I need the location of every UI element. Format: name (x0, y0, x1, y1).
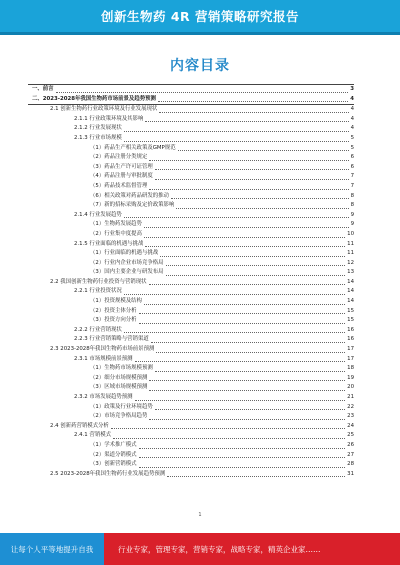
toc-entry-page: 6 (350, 154, 354, 161)
toc-leader-dots (113, 437, 345, 439)
toc-leader-dots (135, 360, 346, 362)
toc-entry[interactable] (28, 403, 354, 413)
toc-entry[interactable] (28, 172, 354, 182)
toc-leader-dots (178, 149, 349, 151)
toc-entry-label: 2.1.1 行业政策环境及其影响 (74, 115, 144, 122)
report-header (0, 0, 400, 35)
toc-entry-page: 28 (347, 461, 354, 468)
toc-entry-page: 14 (347, 288, 354, 295)
toc-leader-dots (155, 408, 345, 410)
toc-entry[interactable] (28, 84, 354, 95)
toc-leader-dots (160, 255, 345, 257)
toc-entry[interactable] (28, 335, 354, 345)
toc-entry-page: 6 (350, 163, 354, 170)
toc-entry-page: 27 (347, 451, 354, 458)
toc-leader-dots (124, 293, 345, 295)
toc-entry-page: 16 (347, 336, 354, 343)
toc-entry-page: 17 (347, 346, 354, 353)
toc-entry-page: 12 (347, 259, 354, 266)
toc-leader-dots (155, 370, 345, 372)
toc-entry-label: 2.1.3 行业市场规模 (74, 134, 122, 141)
toc-leader-dots (144, 236, 345, 238)
toc-entry-page: 4 (350, 115, 354, 122)
toc-leader-dots (159, 111, 348, 113)
toc-entry-page: 21 (347, 394, 354, 400)
toc-entry-label: （1）政策及行业环境趋势 (90, 403, 153, 410)
toc-entry-page: 16 (347, 326, 354, 333)
toc-entry-label: 2.1 创新生物药行业政策环境及行业发展现状 (50, 106, 158, 113)
toc-entry-page: 15 (347, 317, 354, 324)
toc-leader-dots (111, 427, 345, 429)
toc-leader-dots (56, 91, 349, 93)
footer-tagline: 行业专家，管理专家，营销专家，战略专家，精英企业家…… (104, 533, 400, 565)
toc-entry-page: 4 (350, 95, 354, 102)
toc-entry-label: （3）药品生产许可证管理 (90, 163, 153, 170)
toc-leader-dots (124, 331, 345, 333)
toc-entry[interactable] (28, 345, 354, 355)
toc-entry[interactable] (28, 278, 354, 288)
toc-leader-dots (145, 245, 345, 247)
toc-heading: 内容目录 (170, 58, 230, 74)
toc-leader-dots (139, 447, 346, 449)
toc-entry-label: （2）细分市场规模预测 (90, 374, 148, 381)
page-number: 1 (198, 512, 202, 518)
toc-leader-dots (149, 389, 345, 391)
toc-entry[interactable] (28, 95, 354, 106)
toc-leader-dots (156, 351, 345, 353)
toc-entry-page: 7 (350, 173, 354, 180)
toc-leader-dots (144, 226, 349, 228)
toc-entry[interactable] (28, 230, 354, 240)
toc-leader-dots (124, 216, 349, 218)
toc-entry-page: 11 (347, 250, 354, 257)
toc-entry-page: 24 (347, 422, 354, 429)
toc-entry[interactable] (28, 240, 354, 250)
toc-entry[interactable] (28, 307, 354, 317)
toc-leader-dots (158, 100, 348, 102)
toc-leader-dots (124, 130, 349, 132)
toc-entry-label: （3）投资方向分析 (90, 317, 137, 324)
toc-entry[interactable] (28, 144, 354, 154)
toc-entry-label: （3）创新营销模式 (90, 461, 137, 468)
toc-entry-page: 22 (347, 403, 354, 410)
toc-entry-page: 4 (350, 106, 354, 113)
toc-entry[interactable] (28, 441, 354, 451)
toc-entry-label: （6）相关政策对药品研发的推动 (90, 192, 169, 199)
toc-entry-label: 2.1.4 行业发展趋势 (74, 211, 122, 218)
toc-entry-label: （2）行业集中度提高 (90, 230, 142, 237)
toc-entry-page: 17 (347, 355, 354, 362)
toc-entry-label: （1）生物药发展趋势 (90, 221, 142, 228)
toc-entry[interactable] (28, 297, 354, 307)
toc-entry-page: 19 (347, 374, 354, 381)
toc-entry[interactable] (28, 470, 354, 480)
toc-entry[interactable] (28, 412, 354, 422)
toc-leader-dots (149, 188, 348, 190)
toc-entry[interactable] (28, 211, 354, 221)
toc-entry-label: （1）药品生产相关政策及GMP规范 (90, 144, 176, 151)
toc-entry-page: 8 (350, 192, 354, 199)
toc-entry[interactable] (28, 326, 354, 336)
toc-entry-label: 2.3 2023-2028年我国生物药市场前景预测 (50, 346, 155, 353)
toc-entry[interactable] (28, 383, 354, 393)
toc-entry-label: 2.2 我国创新生物药行业投资与营销现状 (50, 278, 147, 285)
toc-entry-page: 10 (347, 230, 354, 237)
toc-leader-dots (139, 322, 346, 324)
toc-leader-dots (149, 379, 345, 381)
toc-leader-dots (155, 168, 349, 170)
toc-entry[interactable] (28, 364, 354, 374)
toc-leader-dots (176, 207, 348, 209)
toc-entry-label: 2.2.2 行业营销现状 (74, 326, 122, 333)
toc-entry-page: 8 (350, 202, 354, 209)
toc-entry-page: 9 (350, 221, 354, 228)
toc-entry[interactable] (28, 268, 354, 278)
toc-entry[interactable] (28, 316, 354, 326)
toc-entry[interactable] (28, 287, 354, 297)
toc-leader-dots (139, 312, 346, 314)
toc-entry[interactable] (28, 163, 354, 173)
toc-leader-dots (139, 466, 346, 468)
toc-leader-dots (171, 197, 349, 199)
toc-entry-label: （2）投资主体分析 (90, 307, 137, 314)
table-of-contents (28, 84, 354, 479)
toc-entry-page: 13 (347, 269, 354, 276)
toc-leader-dots (144, 303, 345, 305)
toc-entry-label: （7）新的招标采购及定价政策影响 (90, 202, 175, 209)
toc-entry-page: 5 (350, 134, 354, 141)
toc-leader-dots (124, 140, 349, 142)
toc-entry-label: （2）市场竞争格局趋势 (90, 413, 148, 420)
toc-entry-label: （1）投资规模及结构 (90, 298, 142, 305)
toc-entry-page: 4 (350, 125, 354, 132)
toc-entry-label: （5）药品技术监督管理 (90, 182, 148, 189)
toc-entry-page: 11 (347, 240, 354, 247)
report-title: 创新生物药 4R 营销策略研究报告 (100, 9, 300, 24)
toc-entry-page: 18 (347, 365, 354, 372)
toc-entry-label: 一、前言 (32, 86, 54, 92)
toc-entry[interactable] (28, 374, 354, 384)
toc-entry-page: 23 (347, 413, 354, 420)
toc-leader-dots (149, 159, 348, 161)
toc-entry[interactable] (28, 124, 354, 134)
toc-entry-label: （1）行业面临的机遇与挑战 (90, 250, 159, 257)
toc-entry[interactable] (28, 192, 354, 202)
toc-entry-page: 14 (347, 298, 354, 305)
toc-entry-label: 2.3.2 市场发展趋势预测 (74, 394, 133, 400)
toc-entry-label: 2.5 2023-2028年我国生物药行业发展趋势预测 (50, 470, 166, 477)
toc-entry-page: 26 (347, 441, 354, 448)
toc-entry[interactable] (28, 259, 354, 269)
toc-entry[interactable] (28, 249, 354, 259)
toc-entry-label: （3）国内主要企业与研发布局 (90, 269, 164, 276)
toc-entry-page: 31 (347, 470, 354, 477)
toc-entry-label: 2.4.1 营销模式 (74, 432, 111, 439)
toc-entry-label: 2.2.3 行业营销策略与营销渠道 (74, 336, 149, 343)
toc-entry-label: 二、2023-2028年我国生物药市场前景及趋势预测 (32, 95, 156, 102)
toc-entry-page: 15 (347, 307, 354, 314)
toc-leader-dots (149, 283, 346, 285)
toc-entry[interactable] (28, 422, 354, 432)
toc-leader-dots (151, 341, 345, 343)
toc-entry-page: 7 (350, 182, 354, 189)
toc-leader-dots (145, 120, 348, 122)
toc-entry[interactable] (28, 134, 354, 144)
toc-leader-dots (167, 475, 345, 477)
toc-entry-label: （2）渠道分销模式 (90, 451, 137, 458)
toc-entry-label: （1）生物药市场规模预测 (90, 365, 153, 372)
toc-leader-dots (166, 264, 346, 266)
toc-entry-label: 2.1.5 行业面临的机遇与挑战 (74, 240, 144, 247)
toc-leader-dots (135, 399, 346, 401)
footer-banner (0, 533, 400, 565)
toc-entry-label: 2.3.1 市场规模前景预测 (74, 355, 133, 362)
toc-entry[interactable] (28, 153, 354, 163)
toc-entry[interactable] (28, 355, 354, 365)
toc-entry[interactable] (28, 201, 354, 211)
toc-entry-label: （1）学术推广模式 (90, 441, 137, 448)
toc-entry[interactable] (28, 451, 354, 461)
toc-entry[interactable] (28, 460, 354, 470)
toc-entry[interactable] (28, 220, 354, 230)
toc-entry-label: （2）行业内企业市场竞争格局 (90, 259, 164, 266)
toc-entry-label: 2.1.2 行业发展现状 (74, 125, 122, 132)
toc-leader-dots (149, 418, 345, 420)
toc-entry-page: 9 (350, 211, 354, 218)
toc-entry-page: 14 (347, 278, 354, 285)
toc-entry-page: 5 (350, 144, 354, 151)
toc-entry[interactable] (28, 105, 354, 115)
toc-entry-page: 25 (347, 432, 354, 439)
toc-entry-page: 20 (347, 384, 354, 391)
toc-entry-label: （3）区域市场规模预测 (90, 384, 148, 391)
toc-entry-label: （4）药品注册与审批制度 (90, 173, 153, 180)
toc-entry-label: （2）药品注册分类规定 (90, 154, 148, 161)
footer-slogan: 让每个人平等地提升自我 (0, 533, 104, 565)
toc-leader-dots (155, 178, 349, 180)
toc-entry[interactable] (28, 431, 354, 441)
toc-entry[interactable] (28, 182, 354, 192)
toc-entry-page: 3 (350, 86, 354, 92)
toc-entry[interactable] (28, 115, 354, 125)
toc-entry-label: 2.2.1 行业投资状况 (74, 288, 122, 295)
toc-leader-dots (139, 456, 346, 458)
toc-entry[interactable] (28, 393, 354, 403)
toc-entry-label: 2.4 创新药营销模式分析 (50, 422, 109, 429)
toc-leader-dots (166, 274, 346, 276)
